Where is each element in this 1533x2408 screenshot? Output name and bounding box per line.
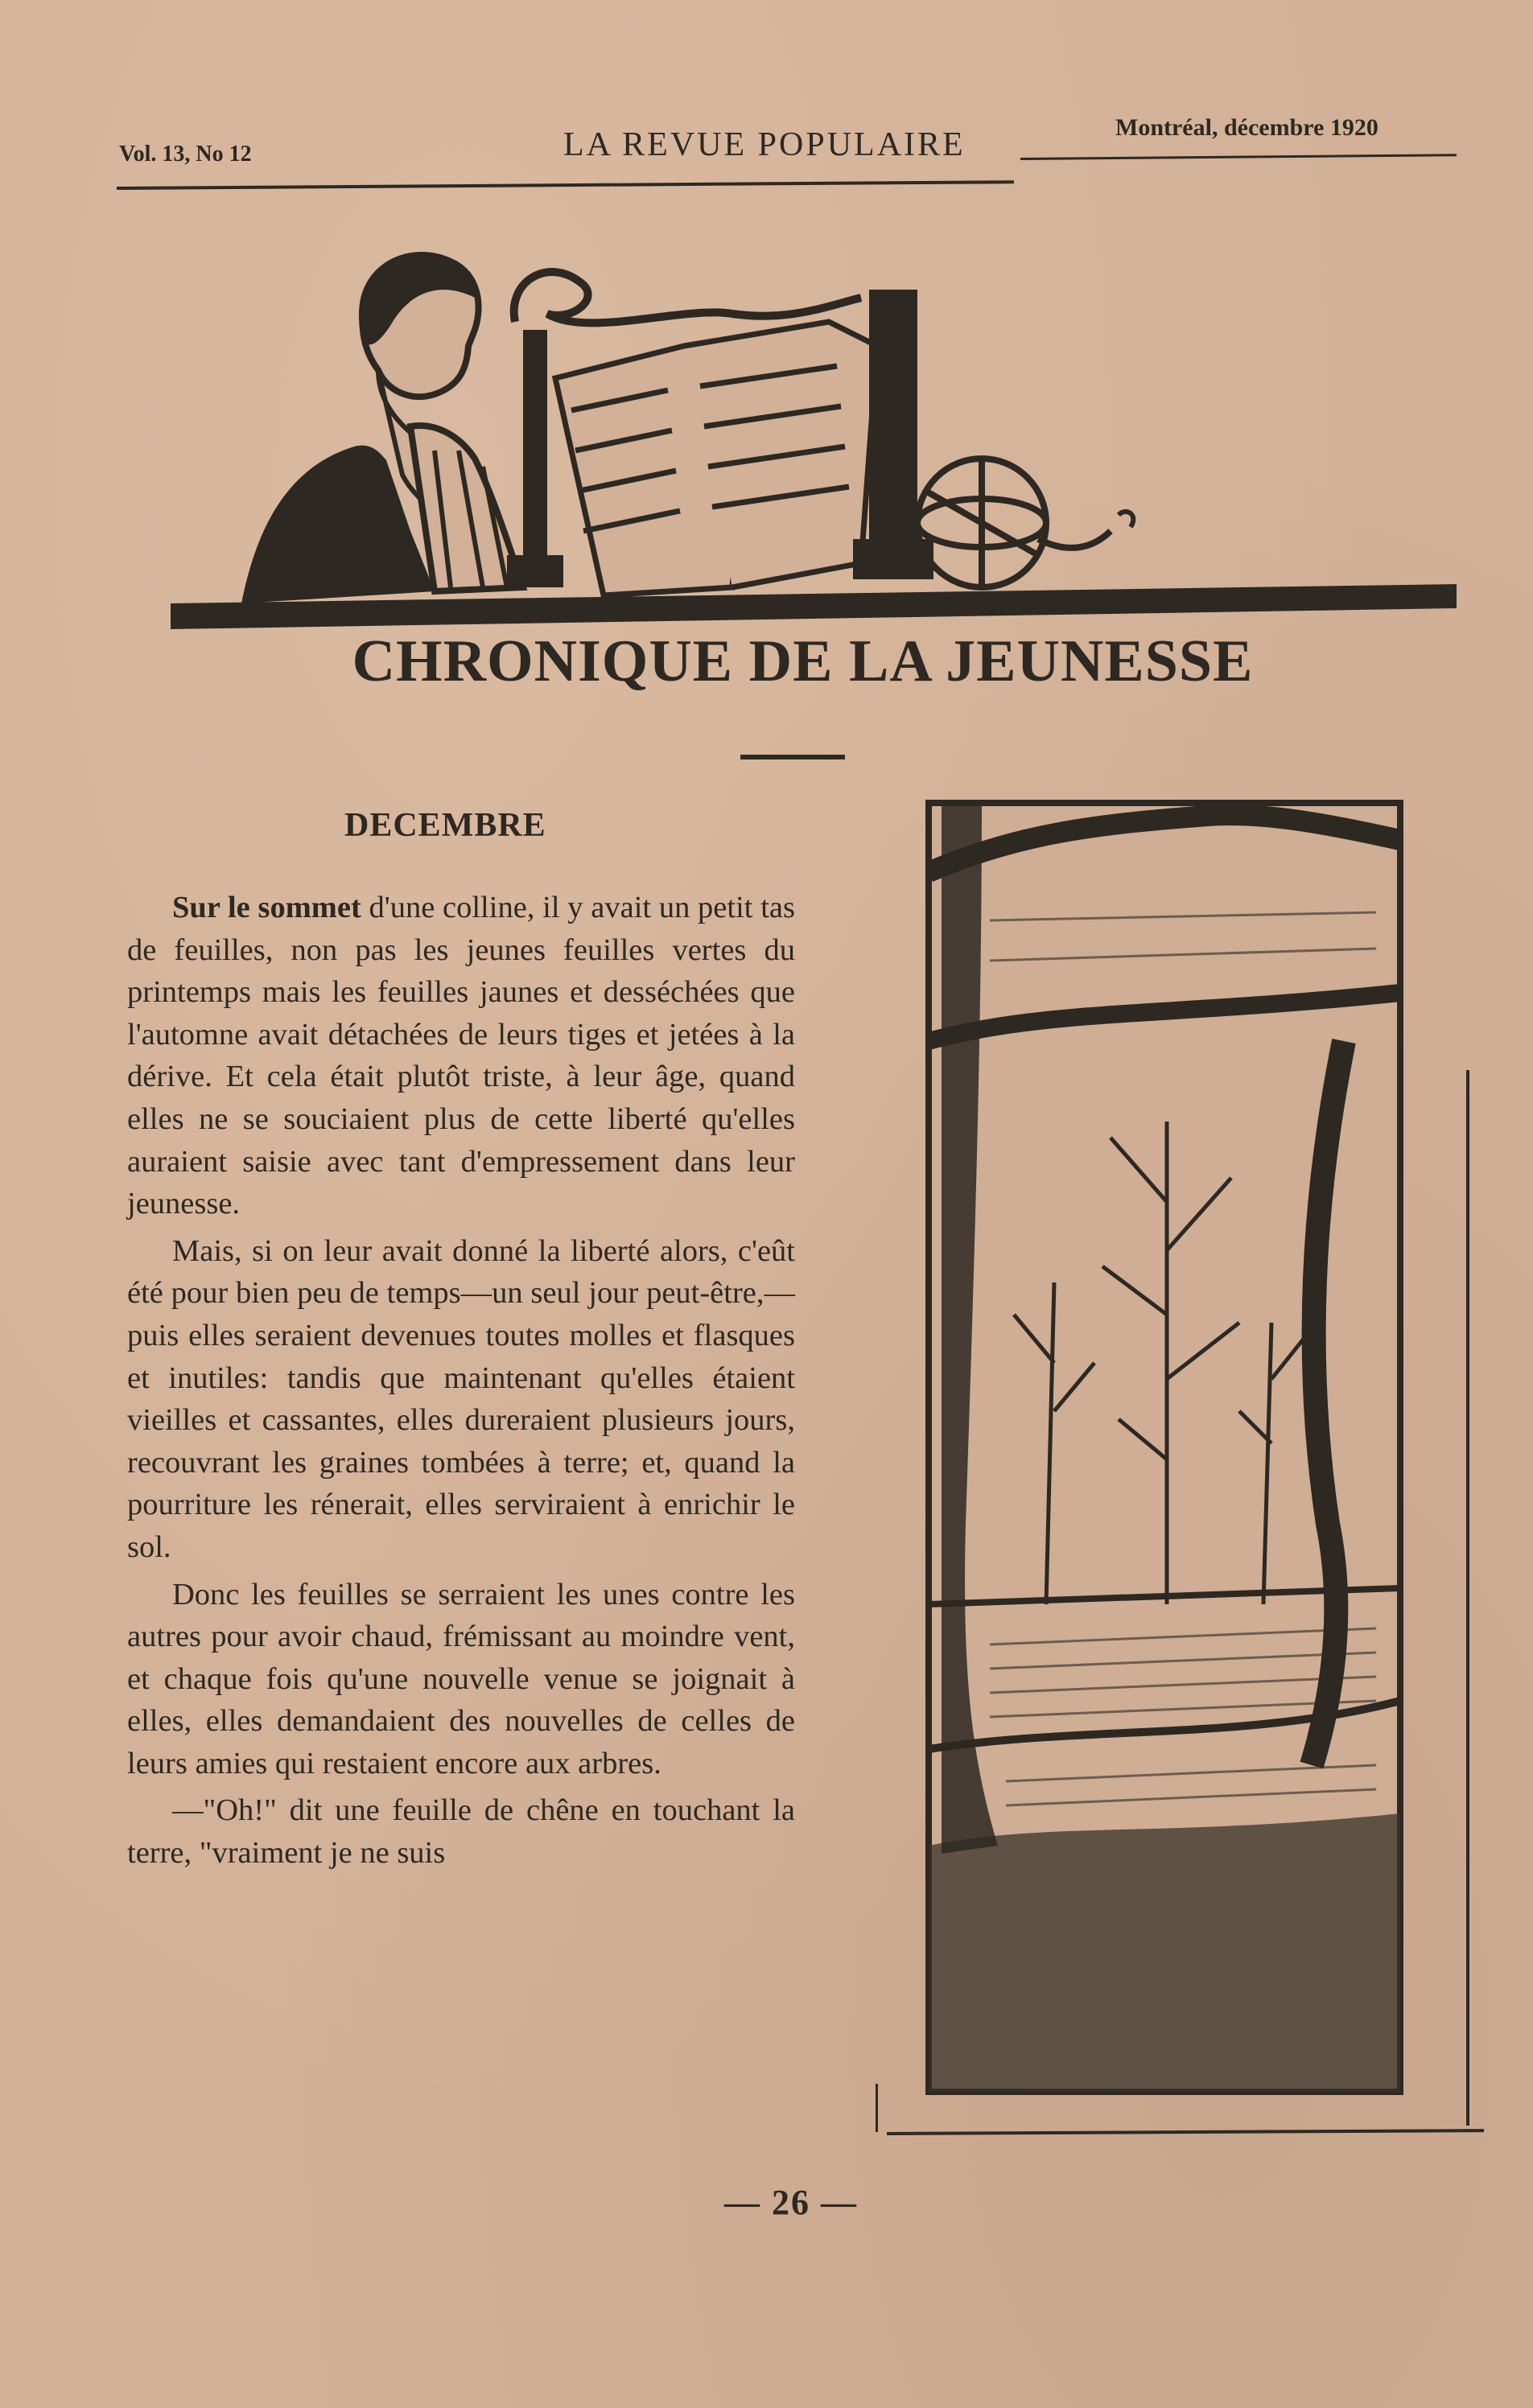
paragraph-2 — [127, 1230, 795, 1569]
paragraph-text: Mais, si on leur avait donné la liberté alors, c'eût été pour bien peu de temps—un seul jour peut-être,—puis elles seraient devenues toutes molles et flasques et inutiles: tandis que maintenant qu'elles étaient vieilles et cassantes, elles dureraient plusieurs jours, recouvrant les graines tombées à terre; et, quand la pourriture les rénerait, elles serviraient à enrichir le sol. — [127, 1233, 795, 1564]
paragraph-lead: Sur le sommet — [172, 891, 361, 924]
paragraph-text: —"Oh!" dit une feuille de chêne en touchant la terre, "vraiment je ne suis — [127, 1793, 795, 1871]
paragraph-text: Donc les feuilles se serraient les unes contre les autres pour avoir chaud, frémissant au moindre vent, et chaque fois qu'une nouvelle venue se joignait à elles, elles demandaient des nouvelles de celles de leurs amies qui restaient encore aux arbres. — [127, 1577, 795, 1780]
section-heading: DECEMBRE — [344, 807, 546, 844]
page-title: CHRONIQUE DE LA JEUNESSE — [352, 628, 1254, 694]
paragraph-1 — [127, 887, 795, 1225]
article-column — [127, 887, 795, 1879]
magazine-title: LA REVUE POPULAIRE — [563, 126, 966, 163]
paragraph-4 — [127, 1789, 795, 1874]
paragraph-text: d'une colline, il y avait un petit tas de feuilles, non pas les jeunes feuilles vertes du printemps mais les feuilles jaunes et desséchées que l'automne avait détachées de leurs tiges et jetées à la dérive. Et cela était plutôt triste, à leur âge, quand elles ne se souciaient plus de cette liberté qu'elles auraient saisie avec tant d'empressement dans leur jeunesse. — [127, 891, 795, 1221]
dateline: Montréal, décembre 1920 — [1115, 114, 1378, 141]
reading-man-banner-icon — [169, 249, 1457, 636]
illustration-rule-right — [1466, 1070, 1469, 2126]
title-divider — [740, 755, 845, 759]
volume-number: Vol. 13, No 12 — [119, 142, 252, 167]
illustration-rule-left — [876, 2084, 878, 2132]
page-number: — 26 — — [724, 2183, 858, 2222]
winter-tree-illustration-icon — [925, 800, 1403, 2095]
paragraph-3 — [127, 1574, 795, 1785]
